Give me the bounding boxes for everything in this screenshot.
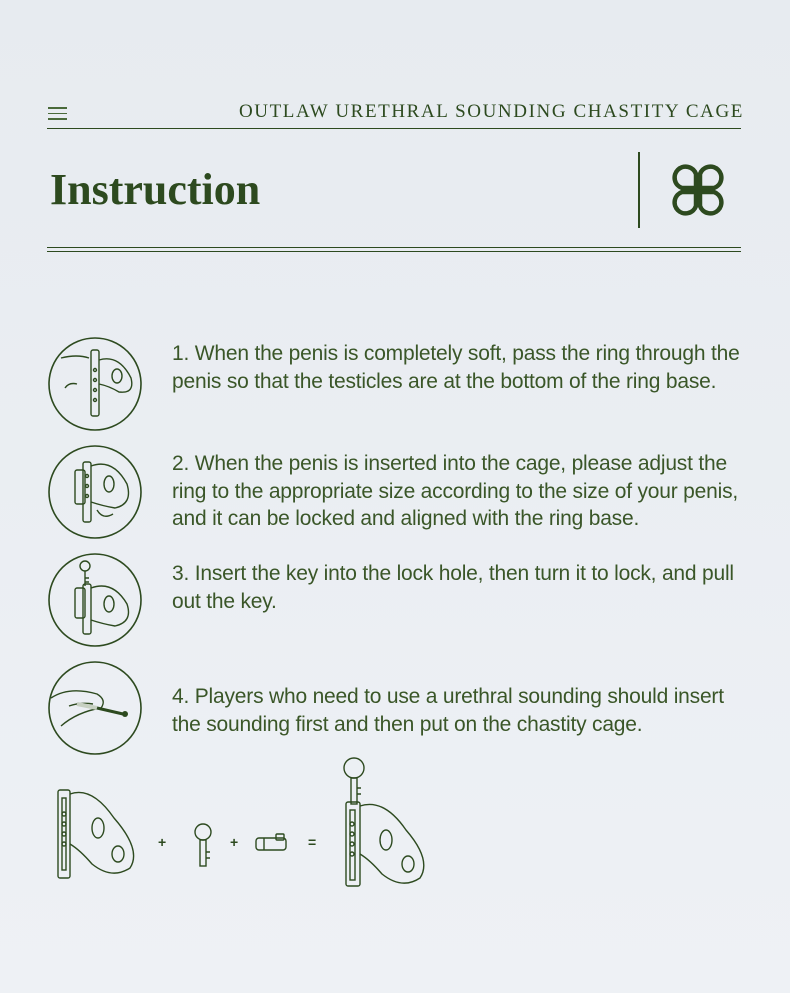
step-1-illustration-icon [47, 336, 143, 432]
cage-icon [52, 784, 144, 884]
lock-cylinder-icon [254, 832, 290, 854]
clover-logo-icon [668, 160, 728, 220]
plus-sign: + [158, 834, 167, 850]
step-3-text: 3. Insert the key into the lock hole, then turn it to lock, and pull out the key. [172, 562, 734, 613]
section-divider-top [47, 247, 741, 248]
assembled-cage-icon [334, 754, 434, 890]
step-3-illustration-icon [47, 552, 143, 648]
step-2-illustration-icon [47, 444, 143, 540]
title-vertical-divider [638, 152, 640, 228]
step-4-illustration-icon [47, 660, 143, 756]
step-2-text: 2. When the penis is inserted into the cage, please adjust the ring to the appropriate size according to the size of your penis, and it can be locked and aligned with the ring base. [172, 452, 738, 530]
plus-sign: + [230, 834, 239, 850]
menu-icon[interactable] [48, 107, 67, 121]
key-icon [190, 822, 216, 872]
equals-sign: = [308, 834, 317, 850]
step-1-text: 1. When the penis is completely soft, pass the ring through the penis so that the testicles are at the bottom of the ring base. [172, 342, 740, 393]
header-divider [47, 128, 741, 129]
assembly-diagram [0, 750, 790, 900]
header-title: OUTLAW URETHRAL SOUNDING CHASTITY CAGE [238, 101, 744, 122]
page-title: Instruction [50, 165, 261, 214]
step-4-text: 4. Players who need to use a urethral sounding should insert the sounding first and then put on the chastity cage. [172, 685, 724, 736]
section-divider-bottom [47, 251, 741, 252]
